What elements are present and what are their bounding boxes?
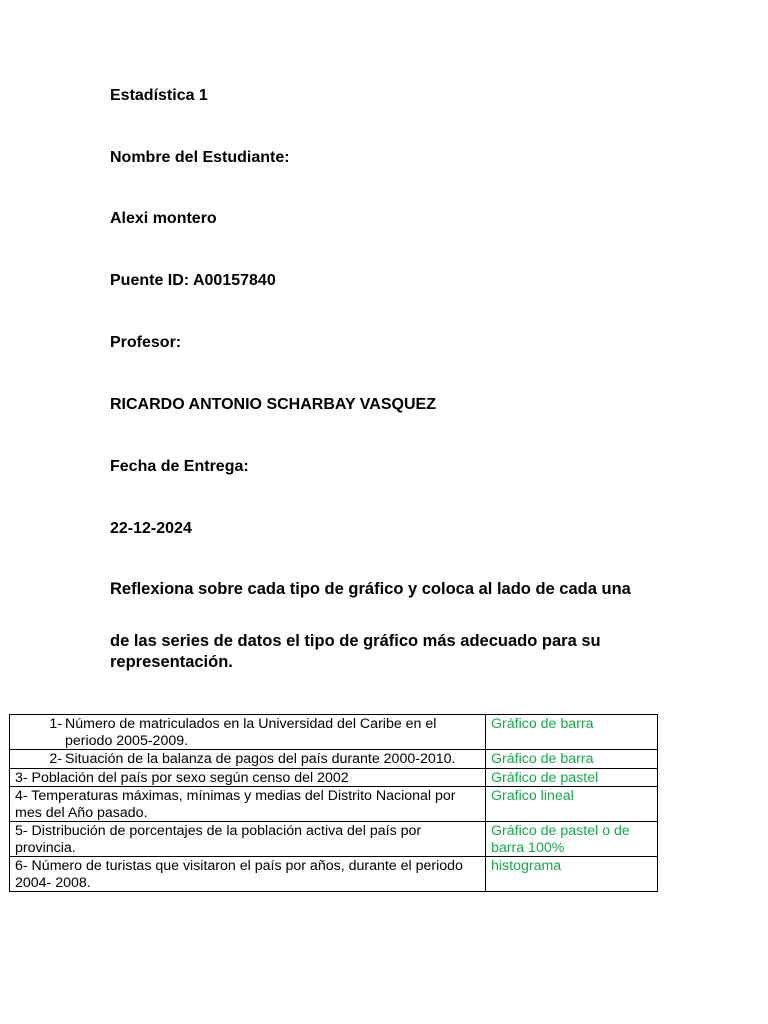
professor-label: Profesor: xyxy=(110,334,182,351)
due-date: 22-12-2024 xyxy=(110,520,192,537)
table-row xyxy=(10,822,658,857)
item-number: 2- xyxy=(49,751,62,767)
due-date-label: Fecha de Entrega: xyxy=(110,458,249,475)
item-text: Número de matriculados en la Universidad del Caribe en el periodo 2005-2009. xyxy=(65,716,437,749)
student-name: Alexi montero xyxy=(110,210,217,227)
chart-type-table xyxy=(9,714,658,892)
table-row xyxy=(10,768,658,787)
chart-type: Gráfico de barra xyxy=(486,715,658,750)
student-id: Puente ID: A00157840 xyxy=(110,272,276,289)
chart-type: Grafico lineal xyxy=(486,787,658,822)
chart-type: histograma xyxy=(486,857,658,892)
series-description: 6- Número de turistas que visitaron el país por años, durante el periodo 2004- 2008. xyxy=(10,857,486,892)
series-description: 5- Distribución de porcentajes de la población activa del país por provincia. xyxy=(10,822,486,857)
student-label: Nombre del Estudiante: xyxy=(110,149,290,166)
table-row xyxy=(10,750,658,769)
item-number: 1- xyxy=(49,716,62,732)
series-description xyxy=(10,750,486,769)
series-description: 4- Temperaturas máximas, mínimas y medias del Distrito Nacional por mes del Año pasado. xyxy=(10,787,486,822)
professor-name: RICARDO ANTONIO SCHARBAY VASQUEZ xyxy=(110,396,436,413)
course-title: Estadística 1 xyxy=(110,87,208,104)
chart-type: Gráfico de pastel o de barra 100% xyxy=(486,822,658,857)
chart-type: Gráfico de pastel xyxy=(486,768,658,787)
series-description xyxy=(10,715,486,750)
instructions-line-1: Reflexiona sobre cada tipo de gráfico y coloca al lado de cada una xyxy=(110,580,631,598)
chart-type: Gráfico de barra xyxy=(486,750,658,769)
table-row xyxy=(10,857,658,892)
series-description: 3- Población del país por sexo según censo del 2002 xyxy=(10,768,486,787)
table-row xyxy=(10,787,658,822)
table-row xyxy=(10,715,658,750)
item-text: Situación de la balanza de pagos del país durante 2000-2010. xyxy=(65,751,456,767)
instructions-line-2: de las series de datos el tipo de gráfico más adecuado para su representación. xyxy=(110,632,601,671)
